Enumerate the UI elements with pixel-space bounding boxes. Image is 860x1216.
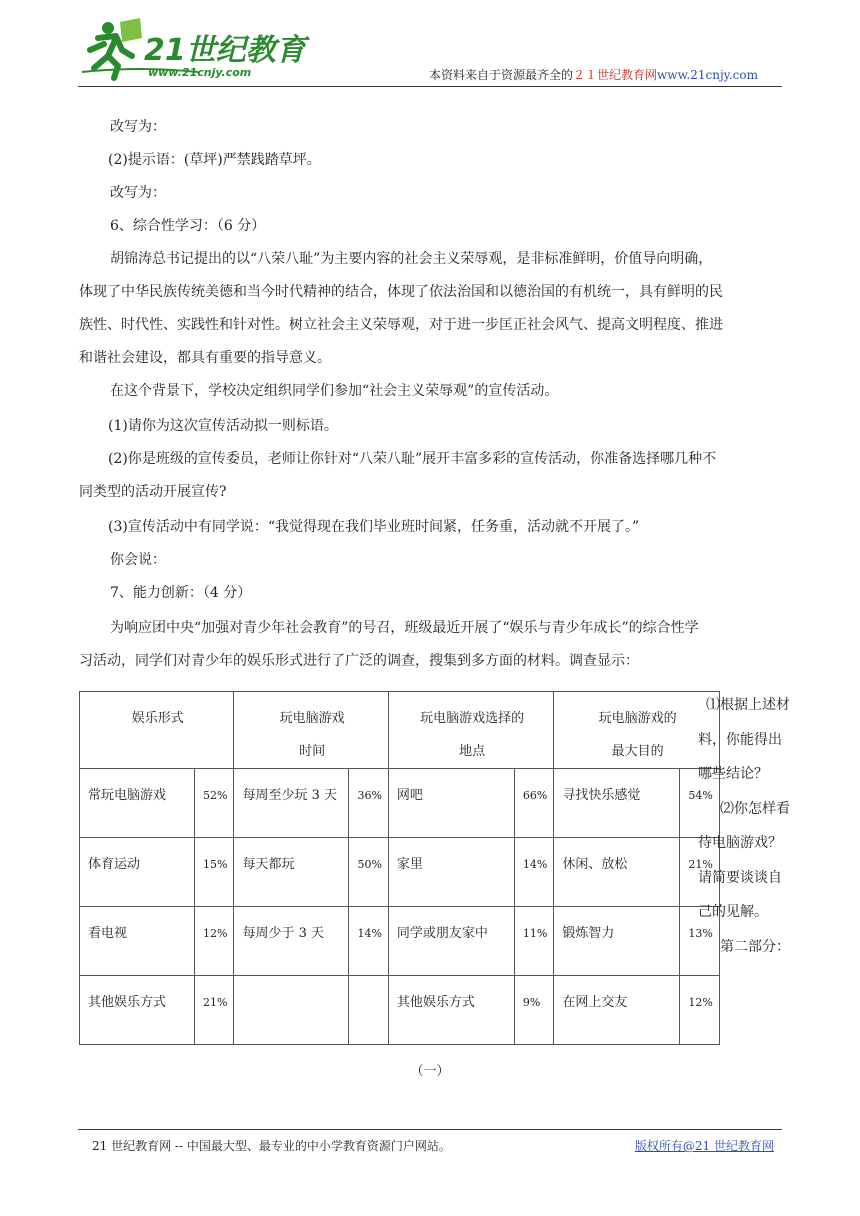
table-cell: 网吧 [388, 769, 514, 838]
side-questions [698, 688, 790, 964]
header-brand: ２１世纪教育网 [573, 68, 658, 82]
table-cell: 50% [349, 838, 388, 907]
table-row [80, 838, 720, 907]
text-line: (2)提示语：(草坪)严禁践踏草坪。 [108, 152, 321, 168]
table-row [80, 976, 720, 1045]
table-header-cell: 玩电脑游戏 时间 [234, 692, 388, 769]
survey-table [79, 691, 720, 1045]
part-label: 第二部分： [720, 938, 790, 955]
table-cell: 9% [514, 976, 553, 1045]
table-cell: 12% [680, 976, 719, 1045]
table-cell: 寻找快乐感觉 [554, 769, 680, 838]
text-line: 同类型的活动开展宣传? [79, 484, 227, 500]
table-header-cell: 娱乐形式 [80, 692, 234, 769]
table-cell: 每周至少玩 3 天 [234, 769, 349, 838]
table-cell: 21% [680, 838, 719, 907]
svg-text:www.21cnjy.com: www.21cnjy.com [148, 66, 252, 79]
table-cell: 同学或朋友家中 [388, 907, 514, 976]
text-line: 体现了中华民族传统美德和当今时代精神的结合，体现了依法治国和以德治国的有机统一，具有鲜明的民 [79, 284, 723, 300]
text-line: 改写为： [110, 119, 166, 135]
table-cell [349, 976, 388, 1045]
table-cell: 52% [195, 769, 234, 838]
page-header [78, 16, 782, 86]
table-cell: 常玩电脑游戏 [80, 769, 195, 838]
text-line: (1)请你为这次宣传活动拟一则标语。 [108, 418, 338, 434]
text-line: (2)你是班级的宣传委员，老师让你针对“八荣八耻”展开丰富多彩的宣传活动，你准备选择哪几种不 [108, 451, 717, 467]
table-cell: 体育运动 [80, 838, 195, 907]
side-question-1: ⑴根据上述材料，你能得出哪些结论？ [698, 697, 790, 782]
table-cell: 12% [195, 907, 234, 976]
text-line: 在这个背景下，学校决定组织同学们参加“社会主义荣辱观”的宣传活动。 [110, 383, 559, 399]
text-line: 为响应团中央“加强对青少年社会教育”的号召，班级最近开展了“娱乐与青少年成长”的综合性学 [110, 620, 699, 636]
footer-copyright-link[interactable]: 版权所有@21 世纪教育网 [634, 1139, 774, 1153]
header-url-link[interactable]: www.21cnjy.com [657, 68, 758, 82]
table-row [80, 769, 720, 838]
table-header-cell: 玩电脑游戏选择的 地点 [388, 692, 553, 769]
table-cell: 看电视 [80, 907, 195, 976]
text-line: (3)宣传活动中有同学说：“我觉得现在我们毕业班时间紧，任务重，活动就不开展了。” [108, 519, 640, 535]
table-header-row [80, 692, 720, 769]
table-cell: 其他娱乐方式 [80, 976, 195, 1045]
text-line: 族性、时代性、实践性和针对性。树立社会主义荣辱观，对于进一步匡正社会风气、提高文明程度、推进 [79, 317, 723, 333]
footer-text: 21 世纪教育网 -- 中国最大型、最专业的中小学教育资源门户网站。 [92, 1139, 451, 1153]
table-cell [234, 976, 349, 1045]
page-number: （一） [410, 1064, 450, 1079]
table-cell: 14% [514, 838, 553, 907]
site-logo [78, 16, 306, 82]
header-source-note: 本资料来自于资源最齐全的２１世纪教育网www.21cnjy.com [429, 68, 758, 82]
table-cell: 15% [195, 838, 234, 907]
question-heading: 6、综合性学习：（6 分） [110, 218, 266, 234]
text-line: 胡锦涛总书记提出的以“八荣八耻”为主要内容的社会主义荣辱观，是非标准鲜明，价值导向明确， [110, 251, 713, 267]
table-cell: 14% [349, 907, 388, 976]
table-cell: 家里 [388, 838, 514, 907]
header-divider [78, 86, 782, 87]
question-heading: 7、能力创新：（4 分） [110, 585, 252, 601]
table-cell: 36% [349, 769, 388, 838]
table-cell: 13% [680, 907, 719, 976]
table-cell: 66% [514, 769, 553, 838]
footer-divider [78, 1129, 782, 1130]
svg-text:21世纪教育: 21世纪教育 [144, 33, 306, 68]
table-cell: 在网上交友 [554, 976, 680, 1045]
text-line: 习活动，同学们对青少年的娱乐形式进行了广泛的调查，搜集到多方面的材料。调查显示： [79, 653, 639, 669]
table-row [80, 907, 720, 976]
table-header-cell: 玩电脑游戏的 最大目的 [554, 692, 719, 769]
text-line: 改写为： [110, 185, 166, 201]
table-cell: 每天都玩 [234, 838, 349, 907]
text-line: 你会说： [110, 552, 166, 568]
table-cell: 锻炼智力 [554, 907, 680, 976]
table-cell: 其他娱乐方式 [388, 976, 514, 1045]
text-line: 和谐社会建设，都具有重要的指导意义。 [79, 350, 331, 366]
table-cell: 21% [195, 976, 234, 1045]
table-cell: 每周少于 3 天 [234, 907, 349, 976]
table-cell: 休闲、放松 [554, 838, 680, 907]
table-cell: 11% [514, 907, 553, 976]
side-question-2: ⑵你怎样看待电脑游戏？请简要谈谈自己的见解。 [698, 800, 790, 920]
table-cell: 54% [680, 769, 719, 838]
